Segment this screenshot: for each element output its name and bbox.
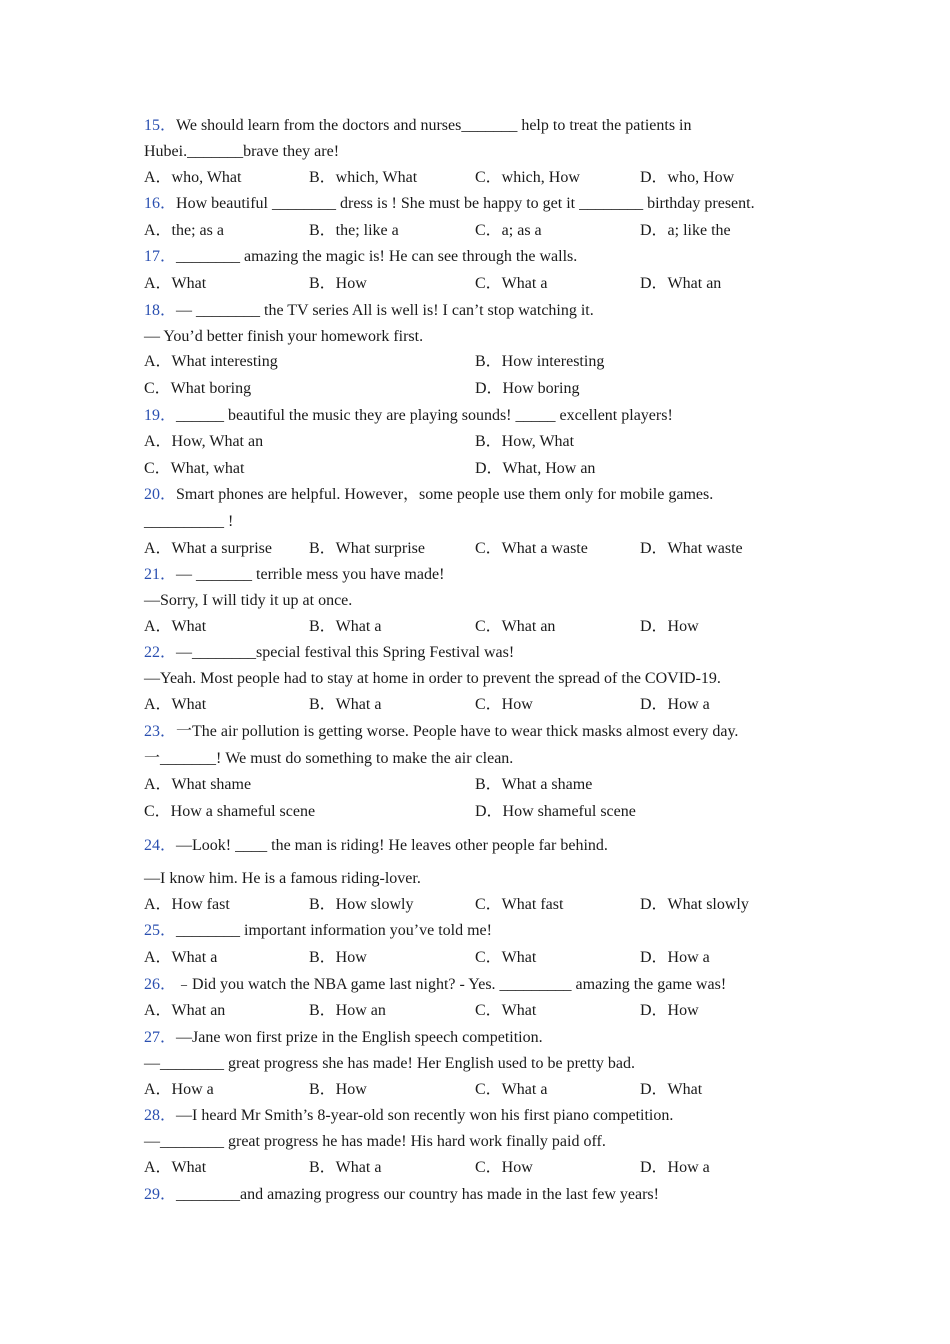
option-d: D．How a: [640, 1159, 710, 1176]
question-number: 22．: [144, 644, 177, 661]
question-number: 15．: [144, 117, 177, 134]
question-23-stem: 23．一The air pollution is getting worse. People have to wear thick masks almost every day.: [144, 723, 739, 740]
question-number: 27．: [144, 1029, 177, 1046]
question-24-stem-cont: —I know him. He is a famous riding-lover.: [144, 870, 421, 887]
option-c: C．What: [475, 949, 537, 966]
option-a: A．How, What an: [144, 433, 264, 450]
option-a: A．the; as a: [144, 222, 224, 239]
question-18-stem: 18．— ________ the TV series All is well is! I can’t stop watching it.: [144, 302, 594, 319]
question-22-stem-cont: —Yeah. Most people had to stay at home in order to prevent the spread of the COVID-19.: [144, 670, 721, 687]
question-16-stem: 16．How beautiful ________ dress is ! She must be happy to get it ________ birthday present.: [144, 195, 755, 212]
option-c: C．What a waste: [475, 540, 588, 557]
question-number: 25．: [144, 922, 177, 939]
option-a: A．What shame: [144, 776, 252, 793]
option-a: A．What a surprise: [144, 540, 272, 557]
option-b: B．What a: [309, 1159, 382, 1176]
question-number: 18．: [144, 302, 177, 319]
option-b: B．the; like a: [309, 222, 399, 239]
option-b: B．which, What: [309, 169, 418, 186]
question-21-stem: 21．— _______ terrible mess you have made!: [144, 566, 445, 583]
option-d: D．What, How an: [475, 460, 596, 477]
option-c: C．How: [475, 1159, 533, 1176]
option-b: B．What surprise: [309, 540, 425, 557]
question-number: 21．: [144, 566, 177, 583]
question-number: 16．: [144, 195, 177, 212]
question-number: 28．: [144, 1107, 177, 1124]
option-a: A．How fast: [144, 896, 230, 913]
option-c: C．How: [475, 696, 533, 713]
option-b: B．What a shame: [475, 776, 593, 793]
option-c: C．What: [475, 1002, 537, 1019]
option-c: C．What an: [475, 618, 556, 635]
question-number: 24．: [144, 837, 177, 854]
question-number: 29．: [144, 1186, 177, 1203]
question-18-stem-cont: — You’d better finish your homework first.: [144, 328, 424, 345]
option-a: A．What a: [144, 949, 218, 966]
question-27-stem-cont: —________ great progress she has made! Her English used to be pretty bad.: [144, 1055, 635, 1072]
question-number: 17．: [144, 248, 177, 265]
question-17-stem: 17．________ amazing the magic is! He can see through the walls.: [144, 248, 578, 265]
option-d: D．How a: [640, 696, 710, 713]
question-number: 20．: [144, 486, 177, 503]
option-d: D．What slowly: [640, 896, 749, 913]
question-15-stem-cont: Hubei._______brave they are!: [144, 143, 340, 160]
option-a: A．who, What: [144, 169, 242, 186]
option-b: B．How, What: [475, 433, 575, 450]
option-a: A．What: [144, 275, 207, 292]
option-d: D．How shameful scene: [475, 803, 636, 820]
question-24-stem: 24．—Look! ____ the man is riding! He leaves other people far behind.: [144, 837, 608, 854]
option-c: C．a; as a: [475, 222, 542, 239]
option-b: B．How: [309, 1081, 367, 1098]
option-c: C．What boring: [144, 380, 252, 397]
question-20-stem-cont: __________ !: [144, 513, 234, 530]
option-c: C．What, what: [144, 460, 245, 477]
option-a: A．What an: [144, 1002, 226, 1019]
option-c: C．which, How: [475, 169, 580, 186]
question-29-stem: 29．________and amazing progress our country has made in the last few years!: [144, 1186, 659, 1203]
option-a: A．What interesting: [144, 353, 278, 370]
question-28-stem-cont: —________ great progress he has made! His hard work finally paid off.: [144, 1133, 606, 1150]
option-d: D．What an: [640, 275, 722, 292]
option-a: A．How a: [144, 1081, 214, 1098]
question-25-stem: 25．________ important information you’ve told me!: [144, 922, 492, 939]
option-c: C．What a: [475, 1081, 548, 1098]
question-23-stem-cont: 一_______! We must do something to make the air clean.: [144, 750, 514, 767]
option-a: A．What: [144, 696, 207, 713]
option-d: D．What waste: [640, 540, 743, 557]
option-b: B．How: [309, 949, 367, 966]
question-19-stem: 19．______ beautiful the music they are playing sounds! _____ excellent players!: [144, 407, 673, 424]
option-b: B．What a: [309, 696, 382, 713]
question-20-stem: 20．Smart phones are helpful. However，some people use them only for mobile games.: [144, 486, 714, 503]
question-22-stem: 22．—________special festival this Spring Festival was!: [144, 644, 515, 661]
option-a: A．What: [144, 618, 207, 635]
option-d: D．who, How: [640, 169, 735, 186]
question-number: 19．: [144, 407, 177, 424]
option-d: D．How: [640, 1002, 699, 1019]
option-d: D．How: [640, 618, 699, 635]
question-number: 23．: [144, 723, 177, 740]
option-c: C．What fast: [475, 896, 564, 913]
option-b: B．How: [309, 275, 367, 292]
option-d: D．a; like the: [640, 222, 731, 239]
option-d: D．How a: [640, 949, 710, 966]
option-c: C．How a shameful scene: [144, 803, 316, 820]
option-b: B．What a: [309, 618, 382, 635]
question-number: 26．: [144, 976, 177, 993]
option-b: B．How slowly: [309, 896, 414, 913]
option-a: A．What: [144, 1159, 207, 1176]
question-26-stem: 26．﹣Did you watch the NBA game last night? - Yes. _________ amazing the game was!: [144, 976, 727, 993]
option-b: B．How an: [309, 1002, 386, 1019]
option-d: D．What: [640, 1081, 703, 1098]
option-b: B．How interesting: [475, 353, 605, 370]
option-d: D．How boring: [475, 380, 580, 397]
question-27-stem: 27．—Jane won first prize in the English speech competition.: [144, 1029, 543, 1046]
option-c: C．What a: [475, 275, 548, 292]
question-28-stem: 28．—I heard Mr Smith’s 8-year-old son recently won his first piano competition.: [144, 1107, 674, 1124]
question-21-stem-cont: —Sorry, I will tidy it up at once.: [144, 592, 353, 609]
question-15-stem: 15．We should learn from the doctors and nurses_______ help to treat the patients in: [144, 117, 692, 134]
